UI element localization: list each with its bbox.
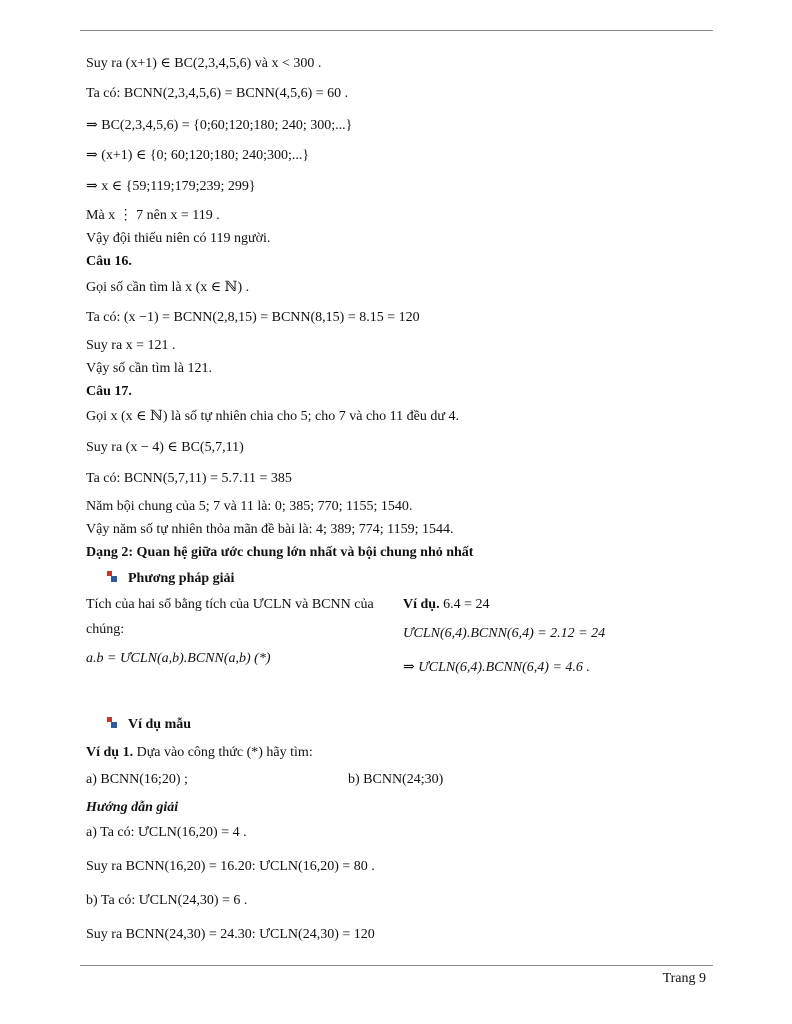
text-line: ⇒ BC(2,3,4,5,6) = {0;60;120;180; 240; 300;...} — [86, 118, 353, 133]
text-line: Gọi số cần tìm là x (x ∈ ℕ) . — [86, 280, 250, 295]
method-heading: Phương pháp giải — [106, 570, 234, 588]
text-line: Vậy số cần tìm là 121. — [86, 361, 212, 376]
bullet-icon — [106, 571, 118, 583]
method-text: chúng: — [86, 622, 125, 637]
text-line: Gọi x (x ∈ ℕ) là số tự nhiên chia cho 5; cho 7 và cho 11 đều dư 4. — [86, 409, 459, 424]
page-number: Trang 9 — [662, 971, 706, 986]
text-line: Suy ra x = 121 . — [86, 338, 176, 353]
text-line: Mà x ⋮ 7 nên x = 119 . — [86, 208, 220, 223]
example-label: Ví dụ. — [403, 597, 440, 612]
section-heading: Dạng 2: Quan hệ giữa ước chung lớn nhất và bội chung nhỏ nhất — [86, 545, 474, 560]
text-line: ⇒ (x+1) ∈ {0; 60;120;180; 240;300;...} — [86, 148, 310, 163]
guide-heading: Hướng dẫn giải — [86, 800, 179, 815]
sample-heading: Ví dụ mẫu — [106, 716, 191, 734]
text-line: Ta có: (x −1) = BCNN(2,8,15) = BCNN(8,15) = 8.15 = 120 — [86, 310, 420, 325]
method-text: Tích của hai số bằng tích của ƯCLN và BCNN của — [86, 597, 374, 612]
question-heading: Câu 17. — [86, 384, 132, 399]
solution-line: Suy ra BCNN(24,30) = 24.30: ƯCLN(24,30) = 120 — [86, 927, 375, 942]
top-rule — [80, 30, 713, 31]
example-right-line: ƯCLN(6,4).BCNN(6,4) = 2.12 = 24 — [403, 626, 606, 641]
solution-line: Suy ra BCNN(16,20) = 16.20: ƯCLN(16,20) = 80 . — [86, 859, 375, 874]
example-right-line: ⇒ ƯCLN(6,4).BCNN(6,4) = 4.6 . — [403, 660, 590, 675]
bullet-icon — [106, 717, 118, 729]
text-line: Suy ra (x − 4) ∈ BC(5,7,11) — [86, 440, 244, 455]
solution-line: b) Ta có: ƯCLN(24,30) = 6 . — [86, 893, 248, 908]
text-line: Ta có: BCNN(5,7,11) = 5.7.11 = 385 — [86, 471, 292, 486]
question-heading: Câu 16. — [86, 254, 132, 269]
text-line: Năm bội chung của 5; 7 và 11 là: 0; 385; 770; 1155; 1540. — [86, 499, 413, 514]
solution-line: a) Ta có: ƯCLN(16,20) = 4 . — [86, 825, 247, 840]
text-line: Ta có: BCNN(2,3,4,5,6) = BCNN(4,5,6) = 60 . — [86, 86, 349, 101]
text-line: Suy ra (x+1) ∈ BC(2,3,4,5,6) và x < 300 . — [86, 56, 322, 71]
example-right-line: Ví dụ. 6.4 = 24 — [403, 597, 490, 612]
method-formula: a.b = ƯCLN(a,b).BCNN(a,b) (*) — [86, 651, 271, 666]
footer-rule — [80, 965, 713, 966]
example-line: Ví dụ 1. Dựa vào công thức (*) hãy tìm: — [86, 745, 313, 760]
text-line: Vậy năm số tự nhiên thỏa mãn đề bài là: 4; 389; 774; 1159; 1544. — [86, 522, 454, 537]
text-line: Vậy đội thiếu niên có 119 người. — [86, 231, 271, 246]
text-line: ⇒ x ∈ {59;119;179;239; 299} — [86, 179, 256, 194]
part-b: b) BCNN(24;30) — [348, 772, 444, 787]
part-a: a) BCNN(16;20) ; — [86, 772, 188, 787]
